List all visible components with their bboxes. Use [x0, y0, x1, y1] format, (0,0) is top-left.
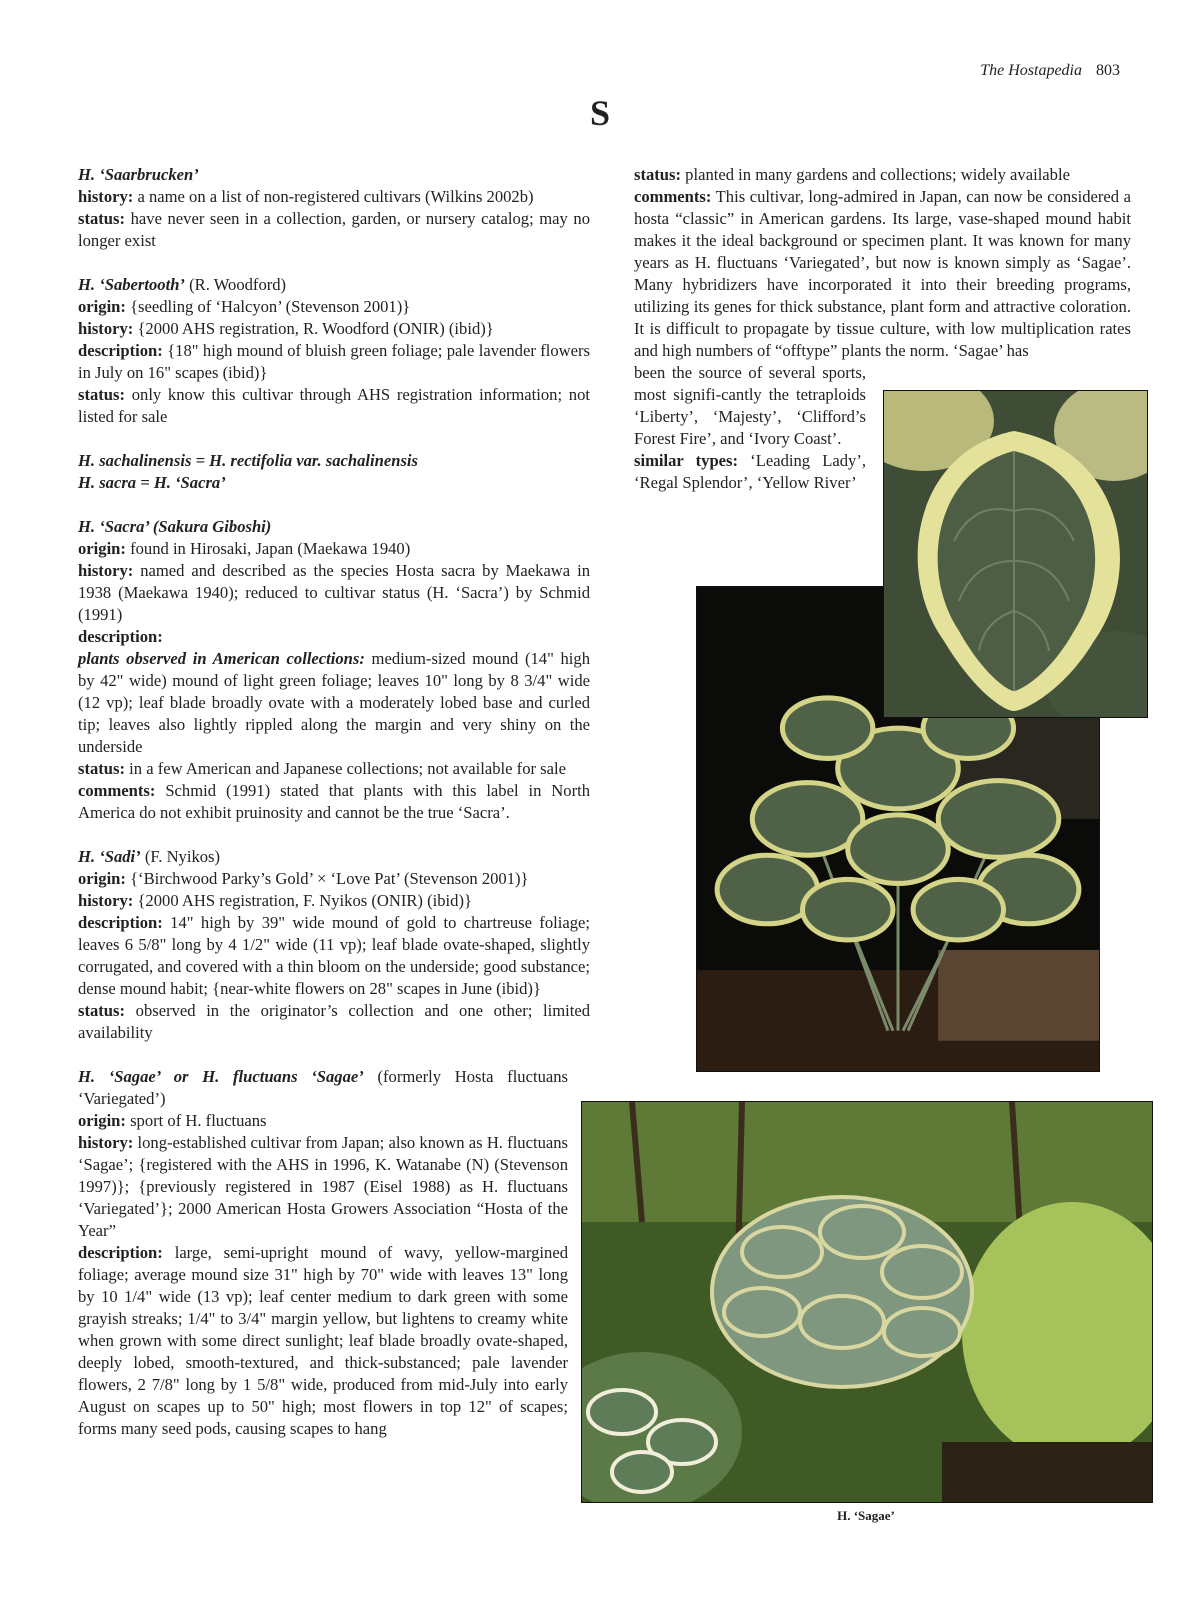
field-label: description:: [78, 341, 163, 360]
section-letter: S: [589, 93, 611, 133]
hosta-garden-photo: [581, 1101, 1153, 1503]
field-label: history:: [78, 1133, 134, 1152]
field-label: comments:: [634, 187, 712, 206]
field-value: long-established cultivar from Japan; also known as H. fluctuans ‘Sagae’; {registered with the AHS in 1996, K. Watanabe (N) (Stevenson 1997)}; {previously registered in 1987 (Eisel 1988) as H. fluctuans ‘Variegated’}; 2000 American Hosta Growers Association “Hosta of the Year”: [78, 1133, 568, 1240]
field-label: description:: [78, 627, 163, 646]
page-number: 803: [1096, 62, 1120, 79]
field-value: ‘Leading Lady’, ‘Regal Splendor’, ‘Yellow River’: [634, 451, 866, 492]
field-value: {seedling of ‘Halcyon’ (Stevenson 2001)}: [125, 297, 411, 316]
field-value: named and described as the species Hosta sacra by Maekawa in 1938 (Maekawa 1940); reduced to cultivar status (H. ‘Sacra’) by Schmid (1991): [78, 561, 590, 624]
entry-name: H. ‘Sabertooth’: [78, 275, 185, 294]
field-value: 14" high by 39" wide mound of gold to chartreuse foliage; leaves 6 5/8" long by 4 1/2" wide (11 vp); leaf blade ovate-shaped, slightly corrugated, and covered with a thin bloom on the underside; good substance; dense mound habit; {near-white flowers on 28" scapes in June (ibid)}: [78, 913, 590, 998]
field-value: medium-sized mound (14" high by 42" wide) mound of light green foliage; leaves 10" long by 8 3/4" wide (12 vp); leaf blade broadly ovate with a moderately lobed base and curled tip; leaves also lightly rippled along the margin and very shiny on the underside: [78, 649, 591, 756]
field-value: sport of H. fluctuans: [125, 1111, 267, 1130]
entry-originator: (F. Nyikos): [140, 847, 221, 866]
field-label: origin:: [78, 869, 126, 888]
synonym-entry: H. sacra = H. ‘Sacra’: [78, 473, 226, 492]
field-value: large, semi-upright mound of wavy, yellow-margined foliage; average mound size 31" high by 70" wide with leaves 13" long by 10 1/4" wide (13 vp); leaf center medium to dark green with some grayish streaks; 1/4" to 3/4" margin yellow, but lightens to creamy white when grown with some direct sunlight; leaf blade broadly ovate-shaped, deeply lobed, smooth-textured, and thick-substanced; pale lavender flowers, 2 7/8" long by 1 5/8" wide, produced from mid-July into early August on scapes up to 50" high; most flowers in top 12" of scapes; forms many seed pods, causing scapes to hang: [78, 1243, 568, 1438]
field-value: in a few American and Japanese collections; not available for sale: [125, 759, 566, 778]
entry-name: H. ‘Saarbrucken’: [78, 165, 199, 184]
field-label: description:: [78, 913, 163, 932]
field-label: origin:: [78, 1111, 126, 1130]
entry-name: H. ‘Sadi’: [78, 847, 141, 866]
field-value: planted in many gardens and collections; widely available: [681, 165, 1070, 184]
field-value: {2000 AHS registration, R. Woodford (ONIR) (ibid)}: [133, 319, 494, 338]
field-value: This cultivar, long-admired in Japan, can now be considered a hosta “classic” in American gardens. Its large, vase-shaped mound habit makes it the ideal background or specimen plant. It was known for many years as H. fluctuans ‘Variegated’, but now is known simply as ‘Sagae’. Many hybridizers have incorporated it into their breeding programs, utilizing its genes for thick substance, plant form and attractive coloration. It is difficult to propagate by tissue culture, with low multiplication rates and high numbers of “offtype” plants the norm. ‘Sagae’ has: [634, 187, 1131, 360]
field-label: history:: [78, 891, 134, 910]
field-label: status:: [78, 759, 126, 778]
entry-originator: (formerly Hosta fluctuans ‘Variegated’): [78, 1067, 568, 1108]
entry-name: H. ‘Sagae’ or H. fluctuans ‘Sagae’: [78, 1067, 364, 1086]
field-label: similar types:: [634, 451, 739, 470]
field-label: description:: [78, 1243, 163, 1262]
field-value: found in Hirosaki, Japan (Maekawa 1940): [125, 539, 411, 558]
hosta-leaf-closeup-photo: [883, 390, 1148, 718]
field-label: history:: [78, 187, 134, 206]
field-label: status:: [78, 209, 126, 228]
field-label: status:: [78, 1001, 126, 1020]
field-value: only know this cultivar through AHS registration information; not listed for sale: [78, 385, 590, 426]
field-value: {2000 AHS registration, F. Nyikos (ONIR) (ibid)}: [133, 891, 472, 910]
field-label: status:: [78, 385, 126, 404]
photo-caption: H. ‘Sagae’: [837, 1508, 895, 1523]
left-column: [78, 164, 590, 1440]
field-label: plants observed in American collections:: [78, 649, 365, 668]
running-header: [980, 62, 1120, 80]
field-label: history:: [78, 319, 134, 338]
field-label: status:: [634, 165, 682, 184]
field-value: {‘Birchwood Parky’s Gold’ × ‘Love Pat’ (Stevenson 2001)}: [125, 869, 529, 888]
field-value: {18" high mound of bluish green foliage; pale lavender flowers in July on 16" scapes (ibid)}: [78, 341, 590, 382]
book-title: The Hostapedia: [980, 62, 1082, 79]
entry-originator: (R. Woodford): [184, 275, 287, 294]
field-value: have never seen in a collection, garden, or nursery catalog; may no longer exist: [78, 209, 590, 250]
wrapped-comment: been the source of several sports, most signifi-cantly the tetraploids ‘Liberty’, ‘Majesty’, ‘Clifford’s Forest Fire’, and ‘Ivory Coast’.: [634, 363, 866, 448]
field-label: comments:: [78, 781, 156, 800]
field-value: observed in the originator’s collection and one other; limited availability: [78, 1001, 590, 1042]
entry-name: H. ‘Sacra’ (Sakura Giboshi): [78, 517, 272, 536]
synonym-entry: H. sachalinensis = H. rectifolia var. sachalinensis: [78, 451, 418, 470]
field-label: origin:: [78, 539, 126, 558]
field-label: origin:: [78, 297, 126, 316]
field-value: a name on a list of non-registered cultivars (Wilkins 2002b): [133, 187, 534, 206]
field-label: history:: [78, 561, 134, 580]
field-value: Schmid (1991) stated that plants with this label in North America do not exhibit pruinosity and cannot be the true ‘Sacra’.: [78, 781, 590, 822]
